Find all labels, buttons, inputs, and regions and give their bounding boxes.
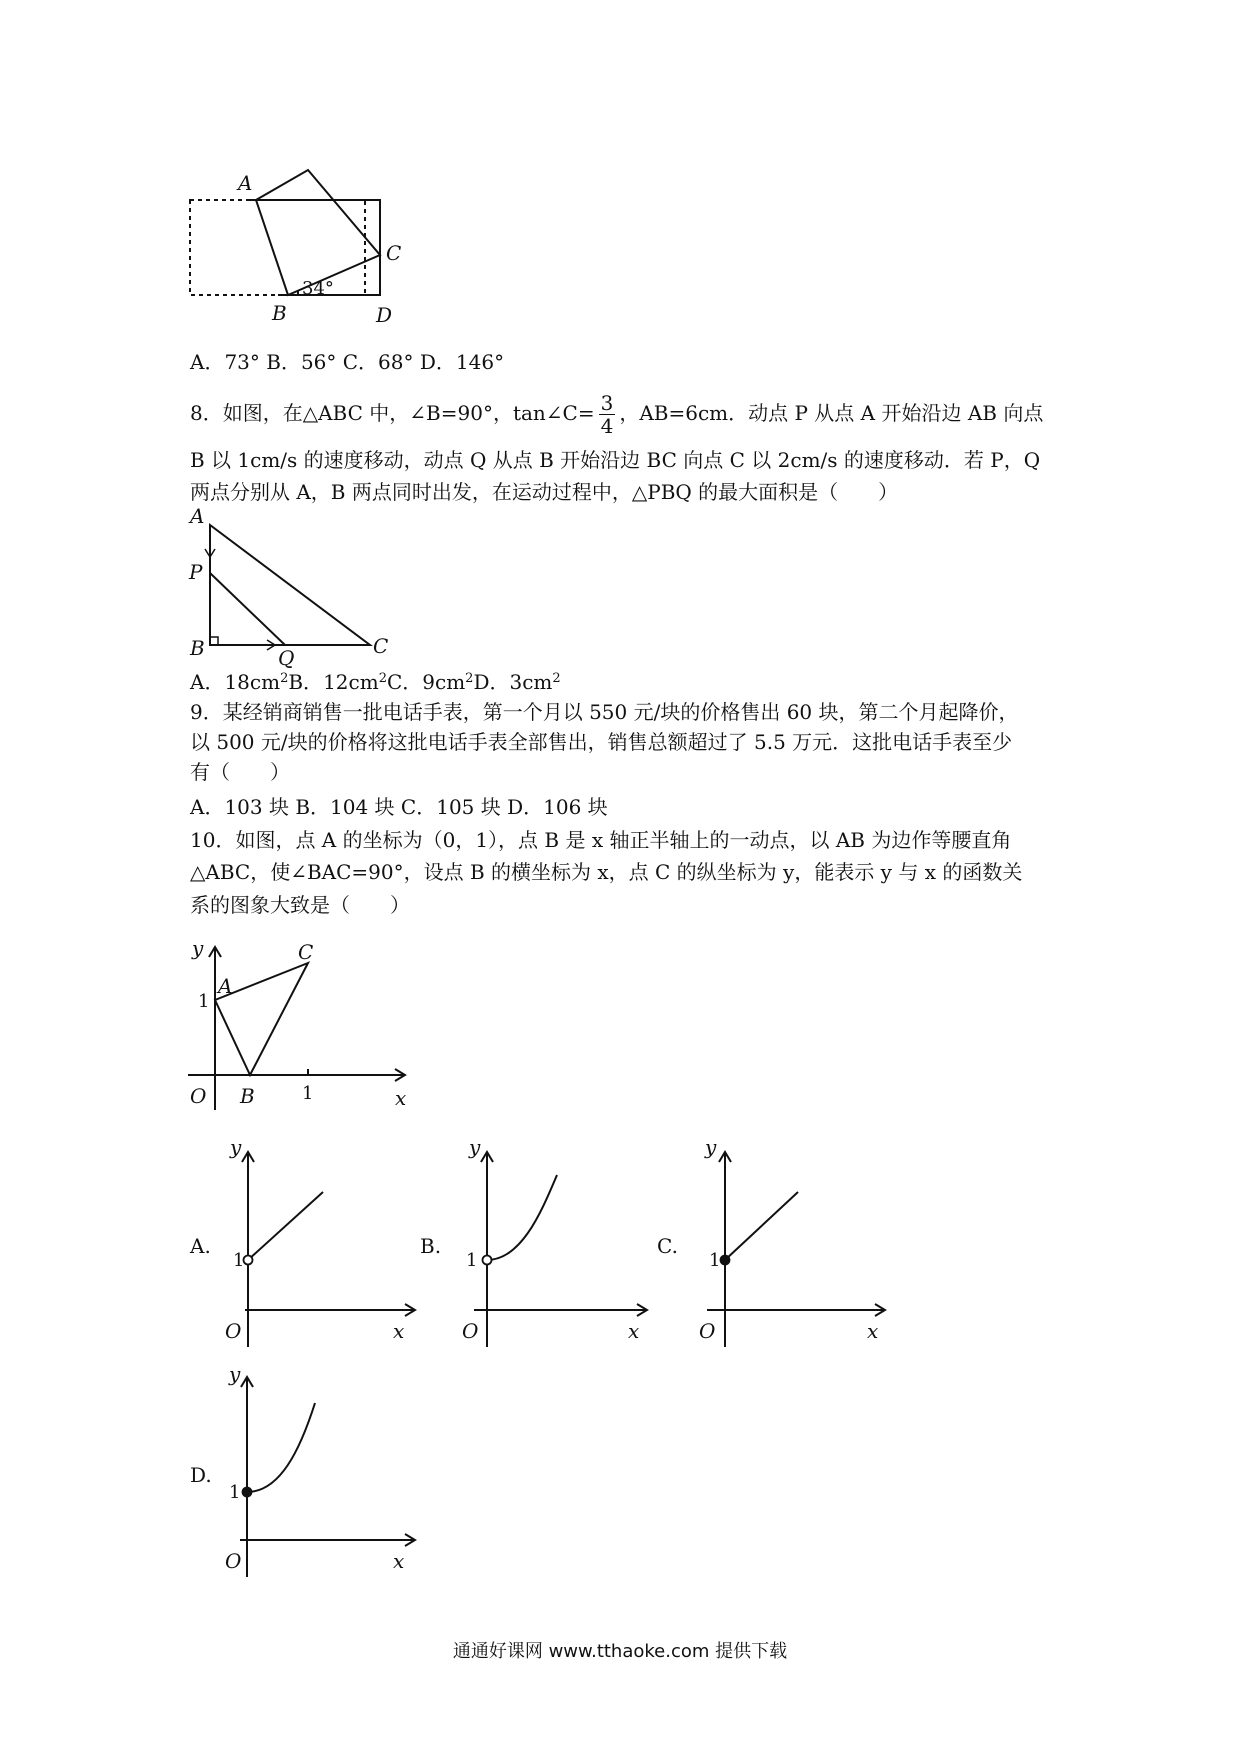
q8-segment-pq [210,573,285,645]
q8-option-c-value: 9cm [422,670,466,694]
q8-option-a-sup: 2 [280,671,289,686]
q10-b-open-dot [483,1256,492,1265]
q10-d-label-one: 1 [229,1482,241,1503]
q8-right-angle-mark [210,637,218,645]
q10-d-closed-dot [243,1488,252,1497]
q7-dotted-rect [190,200,365,295]
q8-label-b: B [190,636,205,660]
q8-option-a-label: A． [190,670,225,694]
q10-b-label-x: x [628,1319,640,1343]
q7-label-d: D [376,303,393,327]
q7-square [256,170,380,295]
q10-b-curve [487,1175,557,1260]
q10-main-figure [180,935,420,1115]
q8-option-a-value: 18cm [224,670,281,694]
q10-c-label-o: O [699,1319,716,1343]
q7-angle-label: 34° [302,278,334,299]
q10-b-label-y: y [469,1135,481,1159]
q10-label-one-x: 1 [302,1083,314,1104]
q8-option-d-label: D． [473,670,510,694]
q8-fraction [599,392,616,437]
q9-stem-line3: 有（ ） [190,760,290,784]
q8-option-c-sup: 2 [465,671,474,686]
q10-label-b: B [240,1084,255,1108]
q9-options: A．103 块 B．104 块 C．105 块 D．106 块 [190,795,608,819]
q8-option-d-value: 3cm [509,670,553,694]
q7-label-a: A [238,171,253,195]
q10-label-x: x [395,1086,407,1110]
q10-c-label-x: x [867,1319,879,1343]
q7-label-b: B [272,301,287,325]
q8-stem-line3: 两点分别从 A，B 两点同时出发，在运动过程中，△PBQ 的最大面积是（ ） [190,480,899,504]
q10-a-open-dot [244,1256,253,1265]
q9-stem-line1: 9．某经销商销售一批电话手表，第一个月以 550 元/块的价格售出 60 块，第二个月起降价， [190,700,1019,724]
q8-option-b-sup: 2 [378,671,387,686]
q8-triangle [210,525,370,645]
q10-a-label-x: x [393,1319,405,1343]
q10-label-o: O [190,1084,207,1108]
q10-label-a: A [218,974,233,998]
q10-label-c: C [298,940,314,964]
q8-options [190,668,561,696]
q10-choice-c-graph [695,1135,895,1350]
q8-figure [185,504,405,670]
page-footer: 通通好课网 www.tthaoke.com 提供下载 [452,1641,788,1662]
q10-a-label-o: O [225,1319,242,1343]
q10-a-label-one: 1 [233,1250,245,1271]
q8-option-d-sup: 2 [552,671,561,686]
q8-text-prefix: 8．如图，在△ABC 中，∠B=90°，tan∠C= [190,401,595,425]
q8-stem-line2: B 以 1cm/s 的速度移动，动点 Q 从点 B 开始沿边 BC 向点 C 以 2cm/s 的速度移动．若 P，Q [190,448,1041,472]
q8-text-suffix: ，AB=6cm．动点 P 从点 A 开始沿边 AB 向点 [619,401,1044,425]
q10-d-label-x: x [393,1549,405,1573]
q10-choice-a-label: A. [190,1234,211,1258]
q9-stem-line2: 以 500 元/块的价格将这批电话手表全部售出，销售总额超过了 5.5 万元．这批电话手表至少 [190,730,1013,754]
q8-label-a: A [190,504,205,528]
q10-b-label-o: O [462,1319,479,1343]
q8-label-q: Q [278,646,295,670]
q10-a-curve [248,1192,323,1260]
q8-label-c: C [373,634,389,658]
q10-stem-line1: 10．如图，点 A 的坐标为（0，1），点 B 是 x 轴正半轴上的一动点，以 AB 为边作等腰直角 [190,828,1012,852]
q10-c-label-one: 1 [709,1250,721,1271]
q8-option-b-label: B． [288,670,324,694]
q8-frac-den: 4 [600,414,614,438]
q10-d-label-y: y [229,1362,241,1386]
q8-option-c-label: C． [386,670,423,694]
q8-frac-num: 3 [600,391,614,415]
q10-choice-b-graph [462,1135,662,1350]
q10-choice-c-label: C. [657,1234,678,1258]
q7-options: A．73° B．56° C．68° D．146° [190,350,505,374]
q10-a-label-y: y [230,1135,242,1159]
q7-label-c: C [386,241,402,265]
q8-option-b-value: 12cm [323,670,379,694]
q10-label-one-y: 1 [198,991,210,1012]
q10-stem-line3: 系的图象大致是（ ） [190,893,410,917]
q10-b-label-one: 1 [466,1250,478,1271]
q10-c-closed-dot [721,1256,730,1265]
q10-choice-b-label: B. [420,1234,442,1258]
q10-choice-d-label: D. [190,1463,212,1487]
q10-c-curve [725,1192,798,1260]
q10-c-label-y: y [705,1135,717,1159]
q10-d-curve [247,1403,315,1492]
q10-label-y: y [192,936,204,960]
q10-d-label-o: O [225,1549,242,1573]
q10-stem-line2: △ABC，使∠BAC=90°，设点 B 的横坐标为 x，点 C 的纵坐标为 y，能表示 y 与 x 的函数关 [190,860,1023,884]
q8-stem-line1 [190,388,1043,438]
q8-label-p: P [189,560,203,584]
q10-choice-d-graph [225,1362,425,1580]
q10-choice-a-graph [225,1135,425,1350]
q7-figure [180,160,420,340]
